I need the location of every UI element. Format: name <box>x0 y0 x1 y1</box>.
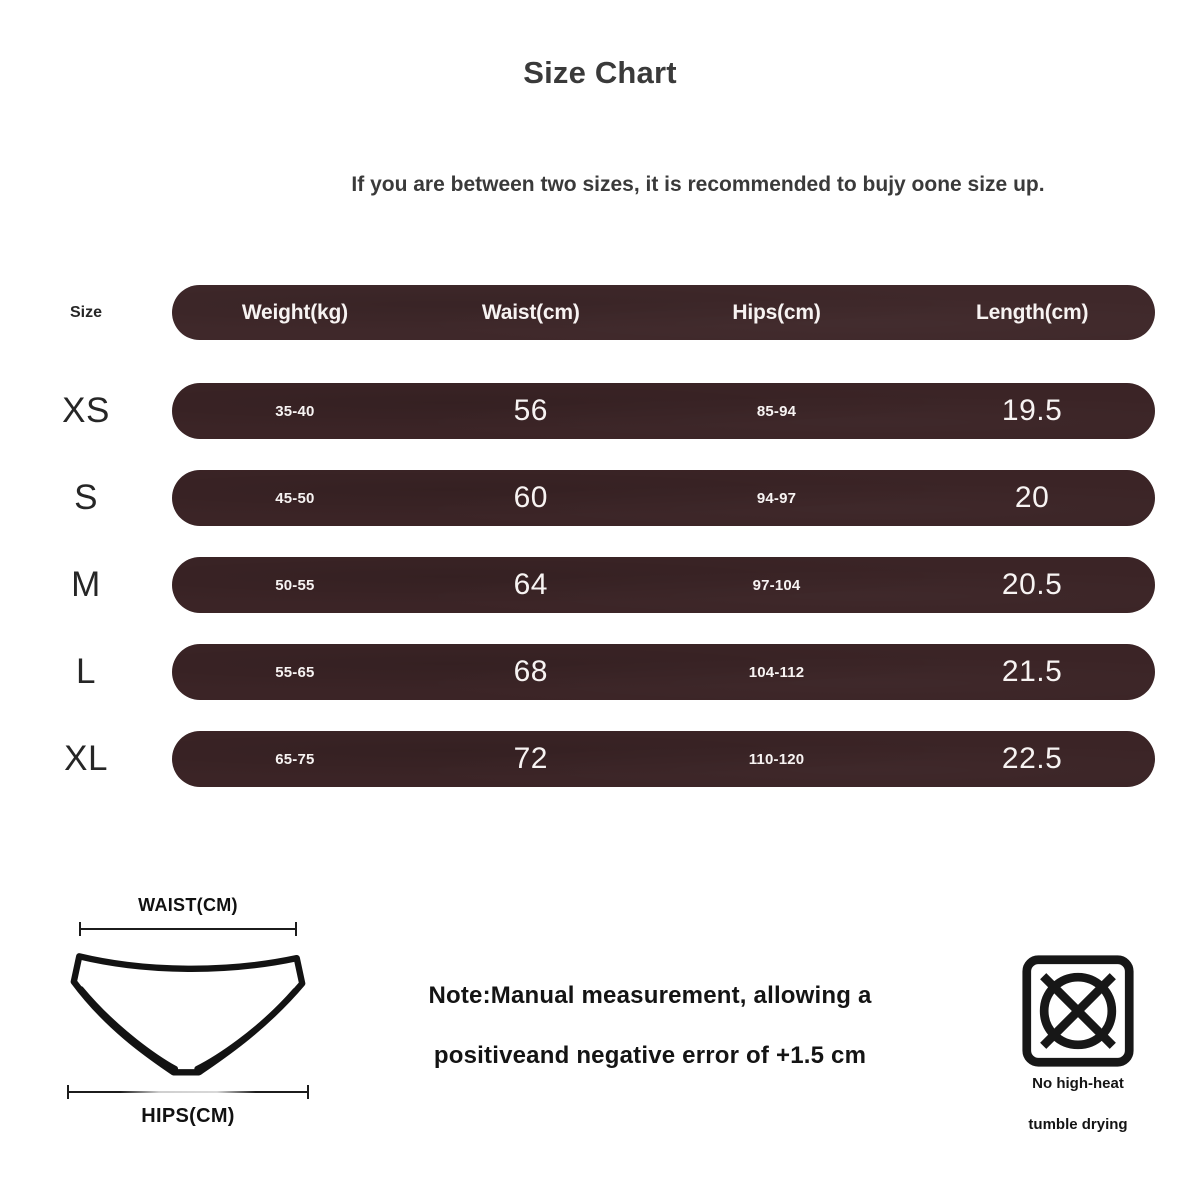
size-table <box>0 285 1155 818</box>
measurement-note <box>400 982 900 1071</box>
row-pill <box>172 557 1155 613</box>
length-value: 21.5 <box>1001 655 1063 688</box>
measurement-figure <box>55 895 321 1128</box>
column-header-weight: Weight(kg) <box>241 300 348 324</box>
waist-value: 56 <box>513 394 548 427</box>
column-header-waist: Waist(cm) <box>481 300 580 324</box>
table-row <box>0 644 1155 700</box>
care-instruction <box>1014 953 1142 1133</box>
page-title: Size Chart <box>523 55 677 90</box>
waist-value: 60 <box>513 481 548 514</box>
waist-measure-label: WAIST(CM) <box>138 895 238 915</box>
length-value: 20.5 <box>1001 568 1063 601</box>
length-value: 22.5 <box>1001 742 1063 775</box>
hips-value: 85-94 <box>756 402 797 420</box>
weight-value: 50-55 <box>275 576 315 594</box>
note-line-2: positiveand negative error of +1.5 cm <box>433 1041 867 1069</box>
waist-value: 68 <box>513 655 548 688</box>
weight-value: 65-75 <box>275 750 315 768</box>
no-tumble-dry-icon <box>1020 953 1136 1069</box>
hips-value: 104-112 <box>748 663 805 681</box>
column-header-length: Length(cm) <box>975 300 1089 324</box>
size-label-xs: XS <box>62 391 110 430</box>
table-row <box>0 470 1155 526</box>
care-text-line-2: tumble drying <box>1028 1116 1128 1133</box>
column-header-hips: Hips(cm) <box>732 300 821 324</box>
sizing-advice-text: If you are between two sizes, it is recommended to bujy oone size up. <box>351 173 1045 196</box>
table-row <box>0 557 1155 613</box>
length-value: 20 <box>1014 481 1050 514</box>
hips-value: 110-120 <box>748 750 805 768</box>
table-row <box>0 383 1155 439</box>
waist-measure-line <box>79 928 297 930</box>
size-label-s: S <box>74 478 98 517</box>
row-pill <box>172 383 1155 439</box>
hips-measure-label: HIPS(CM) <box>141 1105 235 1127</box>
row-pill <box>172 644 1155 700</box>
weight-value: 45-50 <box>275 489 315 507</box>
row-pill <box>172 731 1155 787</box>
hips-value: 94-97 <box>756 489 797 507</box>
note-line-1: Note:Manual measurement, allowing a <box>428 982 872 1009</box>
waist-value: 64 <box>513 568 548 601</box>
hips-value: 97-104 <box>752 576 801 594</box>
size-label-l: L <box>76 652 96 691</box>
size-label-m: M <box>71 565 101 604</box>
header-pill <box>172 285 1155 340</box>
hips-measure-line <box>67 1091 309 1093</box>
waist-value: 72 <box>513 742 548 775</box>
row-pill <box>172 470 1155 526</box>
size-column-header: Size <box>69 303 102 321</box>
weight-value: 55-65 <box>275 663 315 681</box>
weight-value: 35-40 <box>275 402 315 420</box>
size-label-xl: XL <box>64 739 108 778</box>
table-row <box>0 731 1155 787</box>
panties-outline-icon <box>70 940 306 1085</box>
table-header-row <box>0 285 1155 340</box>
care-text-line-1: No high-heat <box>1032 1075 1124 1092</box>
length-value: 19.5 <box>1001 394 1063 427</box>
